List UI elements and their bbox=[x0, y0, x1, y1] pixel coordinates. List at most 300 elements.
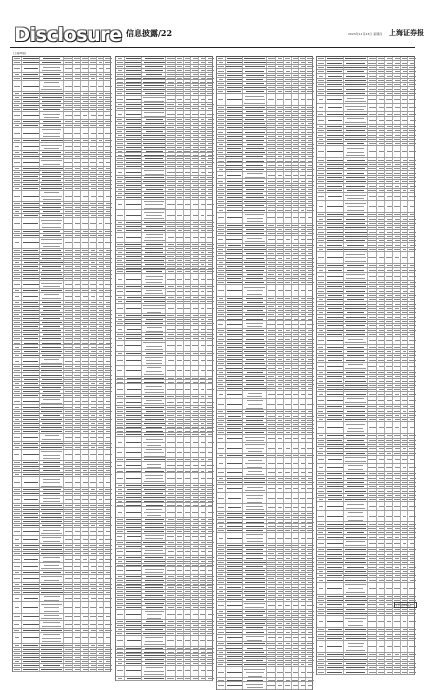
table-cell bbox=[13, 583, 21, 586]
table-cell bbox=[103, 504, 113, 507]
table-cell bbox=[103, 313, 113, 316]
table-cell bbox=[225, 208, 243, 211]
table-cell bbox=[116, 322, 124, 325]
table-column-2 bbox=[115, 52, 213, 681]
table-cell bbox=[141, 333, 166, 336]
table-cell bbox=[103, 73, 113, 76]
table-cell bbox=[242, 265, 266, 268]
table-cell bbox=[21, 595, 40, 602]
table-cell bbox=[13, 664, 21, 667]
table-cell bbox=[116, 422, 124, 425]
table-cell bbox=[124, 285, 143, 288]
table-cell bbox=[103, 175, 113, 178]
table-cell bbox=[305, 252, 315, 255]
table-cell bbox=[242, 61, 266, 64]
table-cell bbox=[205, 285, 215, 288]
table-cell bbox=[205, 138, 215, 141]
table-cell bbox=[21, 660, 40, 663]
table-cell bbox=[124, 677, 143, 680]
table-cell bbox=[13, 602, 21, 612]
table-cell bbox=[103, 124, 113, 127]
table-cell bbox=[225, 228, 243, 231]
table-cell bbox=[124, 142, 143, 145]
table-cell bbox=[103, 139, 113, 142]
table-cell bbox=[116, 300, 124, 303]
table-cell bbox=[141, 200, 166, 210]
table-cell bbox=[217, 261, 225, 264]
table-cell bbox=[124, 247, 143, 250]
table-cell bbox=[116, 57, 124, 60]
table-cell bbox=[116, 399, 124, 405]
table-cell bbox=[39, 648, 64, 651]
table-cell bbox=[205, 77, 215, 80]
table-cell bbox=[124, 522, 143, 525]
table-cell bbox=[124, 318, 143, 321]
table-cell bbox=[305, 204, 315, 207]
table-cell bbox=[305, 265, 315, 268]
table-cell bbox=[39, 614, 64, 621]
table-cell bbox=[21, 504, 40, 507]
table-cell bbox=[39, 422, 64, 425]
table-cell bbox=[103, 96, 113, 99]
table-cell bbox=[124, 229, 143, 232]
table-cell bbox=[21, 644, 40, 647]
table-cell bbox=[225, 110, 243, 113]
table-cell bbox=[13, 337, 21, 340]
table-cell bbox=[103, 309, 113, 312]
table-cell bbox=[141, 503, 166, 506]
table-cell bbox=[124, 496, 143, 499]
table-cell bbox=[116, 647, 124, 650]
table-cell bbox=[21, 317, 40, 320]
table-cell bbox=[13, 92, 21, 95]
table-cell bbox=[103, 548, 113, 551]
table-cell bbox=[141, 406, 166, 409]
table-cell bbox=[141, 496, 166, 499]
table-cell bbox=[39, 668, 64, 671]
table-cell bbox=[13, 512, 21, 515]
table-cell bbox=[305, 224, 315, 227]
table-cell bbox=[124, 530, 143, 533]
table-cell bbox=[21, 571, 40, 574]
table-cell bbox=[124, 594, 143, 597]
table-cell bbox=[13, 341, 21, 344]
table-cell bbox=[13, 151, 21, 154]
table-cell bbox=[103, 261, 113, 264]
table-cell bbox=[141, 632, 166, 635]
table-cell bbox=[217, 86, 225, 89]
table-cell bbox=[225, 126, 243, 129]
table-cell bbox=[116, 138, 124, 141]
table-cell bbox=[103, 575, 113, 582]
table-cell bbox=[124, 647, 143, 650]
table-cell bbox=[141, 84, 166, 87]
table-cell bbox=[217, 204, 225, 207]
table-cell bbox=[103, 206, 113, 209]
table-cell bbox=[205, 522, 215, 525]
table-cell bbox=[205, 549, 215, 555]
table-cell bbox=[103, 293, 113, 300]
table-cell bbox=[205, 414, 215, 417]
table-cell bbox=[21, 614, 40, 621]
table-cell bbox=[116, 333, 124, 336]
table-cell bbox=[13, 253, 21, 256]
table-row bbox=[13, 477, 110, 488]
table-cell bbox=[116, 61, 124, 64]
table-cell bbox=[242, 196, 266, 199]
table-cell bbox=[116, 462, 124, 468]
table-cell bbox=[141, 549, 166, 555]
table-cell bbox=[124, 500, 143, 503]
table-cell bbox=[103, 461, 113, 464]
table-cell bbox=[124, 632, 143, 635]
table-cell bbox=[116, 429, 124, 432]
table-cell bbox=[205, 541, 215, 544]
table-cell bbox=[205, 255, 215, 258]
table-cell bbox=[124, 122, 143, 125]
table-cell bbox=[13, 488, 21, 491]
table-cell bbox=[39, 218, 64, 228]
table-cell bbox=[116, 662, 124, 665]
table-cell bbox=[217, 269, 225, 272]
table-cell bbox=[205, 180, 215, 183]
table-cell bbox=[205, 200, 215, 210]
table-cell bbox=[242, 244, 266, 247]
table-cell bbox=[116, 666, 124, 676]
table-cell bbox=[305, 143, 315, 146]
table-row bbox=[13, 112, 110, 120]
table-cell bbox=[21, 520, 40, 523]
table-cell bbox=[217, 159, 225, 162]
table-cell bbox=[124, 620, 143, 623]
table-cell bbox=[13, 183, 21, 186]
table-cell bbox=[124, 448, 143, 458]
table-cell bbox=[13, 552, 21, 555]
table-cell bbox=[141, 65, 166, 68]
table-cell bbox=[21, 629, 40, 632]
table-row bbox=[13, 358, 110, 366]
table-cell bbox=[124, 575, 143, 578]
table-cell bbox=[242, 168, 266, 171]
table-cell bbox=[103, 492, 113, 495]
table-cell bbox=[205, 598, 215, 601]
table-cell bbox=[13, 230, 21, 233]
table-cell bbox=[205, 575, 215, 578]
table-cell bbox=[39, 329, 64, 332]
table-cell bbox=[21, 345, 40, 348]
table-cell bbox=[124, 462, 143, 468]
table-cell bbox=[141, 188, 166, 191]
table-cell bbox=[141, 602, 166, 605]
table-cell bbox=[205, 429, 215, 432]
table-cell bbox=[116, 492, 124, 495]
table-cell bbox=[116, 296, 124, 299]
table-cell bbox=[13, 477, 21, 487]
table-cell bbox=[141, 469, 166, 472]
table-cell bbox=[103, 234, 113, 237]
table-cell bbox=[21, 583, 40, 586]
table-cell bbox=[242, 78, 266, 81]
table-cell bbox=[205, 677, 215, 680]
table-cell bbox=[205, 433, 215, 436]
table-cell bbox=[13, 390, 21, 393]
table-cell bbox=[116, 184, 124, 187]
table-cell bbox=[205, 161, 215, 164]
table-cell bbox=[21, 461, 40, 464]
table-cell bbox=[124, 118, 143, 121]
table-cell bbox=[21, 473, 40, 476]
table-cell bbox=[141, 534, 166, 540]
table-row bbox=[116, 169, 212, 176]
table-cell bbox=[103, 477, 113, 487]
table-cell bbox=[217, 126, 225, 129]
table-cell bbox=[21, 350, 40, 353]
table-cell bbox=[21, 422, 40, 425]
table-cell bbox=[141, 560, 166, 563]
table-cell bbox=[103, 398, 113, 405]
table-cell bbox=[39, 337, 64, 340]
table-cell bbox=[13, 218, 21, 228]
table-cell bbox=[205, 259, 215, 262]
table-cell bbox=[103, 358, 113, 365]
table-cell bbox=[21, 528, 40, 535]
table-cell bbox=[21, 390, 40, 393]
table-cell bbox=[39, 293, 64, 300]
table-cell bbox=[205, 96, 215, 102]
table-cell bbox=[13, 648, 21, 651]
table-cell bbox=[242, 118, 266, 121]
table-cell bbox=[39, 112, 64, 119]
table-cell bbox=[305, 139, 315, 142]
table-cell bbox=[116, 126, 124, 129]
table-cell bbox=[141, 606, 166, 609]
table-cell bbox=[116, 65, 124, 68]
table-cell bbox=[103, 253, 113, 256]
table-cell bbox=[205, 122, 215, 125]
table-cell bbox=[103, 128, 113, 138]
table-cell bbox=[21, 65, 40, 72]
table-cell bbox=[205, 492, 215, 495]
table-cell bbox=[21, 382, 40, 385]
table-cell bbox=[39, 96, 64, 99]
table-cell bbox=[124, 458, 143, 461]
table-cell bbox=[103, 583, 113, 586]
table-cell bbox=[205, 300, 215, 303]
table-cell bbox=[13, 373, 21, 376]
table-cell bbox=[141, 221, 166, 224]
table-cell bbox=[141, 176, 166, 179]
table-cell bbox=[205, 654, 215, 657]
table-cell bbox=[242, 57, 266, 60]
table-cell bbox=[242, 236, 266, 243]
table-cell bbox=[124, 380, 143, 383]
table-cell bbox=[305, 200, 315, 203]
table-cell bbox=[124, 586, 143, 589]
table-cell bbox=[141, 341, 166, 351]
table-cell bbox=[225, 57, 243, 60]
table-cell bbox=[13, 528, 21, 535]
table-cell bbox=[205, 251, 215, 254]
table-cell bbox=[116, 259, 124, 262]
table-cell bbox=[39, 257, 64, 260]
table-cell bbox=[13, 100, 21, 103]
table-cell bbox=[205, 150, 215, 153]
table-cell bbox=[205, 500, 215, 503]
table-cell bbox=[124, 107, 143, 110]
table-cell bbox=[103, 155, 113, 158]
table-cell bbox=[141, 289, 166, 295]
table-cell bbox=[242, 65, 266, 68]
table-cell bbox=[205, 165, 215, 168]
table-cell bbox=[124, 111, 143, 117]
table-cell bbox=[242, 184, 266, 187]
table-cell bbox=[103, 151, 113, 154]
table-cell bbox=[21, 128, 40, 138]
table-cell bbox=[205, 366, 215, 376]
table-cell bbox=[225, 277, 243, 280]
table-cell bbox=[103, 273, 113, 276]
table-cell bbox=[39, 81, 64, 91]
table-cell bbox=[305, 213, 315, 223]
table-cell bbox=[141, 111, 166, 117]
table-cell bbox=[242, 188, 266, 191]
table-cell bbox=[116, 157, 124, 160]
table-cell bbox=[141, 610, 166, 620]
table-cell bbox=[205, 221, 215, 224]
table-cell bbox=[13, 450, 21, 460]
table-cell bbox=[13, 57, 21, 60]
table-cell bbox=[116, 285, 124, 288]
table-cell bbox=[242, 256, 266, 259]
table-cell bbox=[205, 567, 215, 573]
table-cell bbox=[39, 430, 64, 433]
table-cell bbox=[124, 534, 143, 540]
table-cell bbox=[141, 448, 166, 458]
table-cell bbox=[217, 208, 225, 211]
table-cell bbox=[116, 111, 124, 117]
table-cell bbox=[305, 269, 315, 272]
table-cell bbox=[21, 354, 40, 357]
table-row bbox=[116, 384, 212, 395]
table-cell bbox=[103, 512, 113, 515]
table-cell bbox=[21, 210, 40, 213]
section-title-text: 信息披露 bbox=[126, 28, 158, 38]
table-cell bbox=[305, 69, 315, 72]
table-cell bbox=[103, 668, 113, 671]
table-cell bbox=[103, 238, 113, 248]
table-cell bbox=[116, 366, 124, 376]
table-row bbox=[13, 563, 110, 571]
table-cell bbox=[13, 544, 21, 547]
table-cell bbox=[305, 155, 315, 158]
table-cell bbox=[116, 251, 124, 254]
table-cell bbox=[205, 620, 215, 623]
table-cell bbox=[39, 386, 64, 389]
table-cell bbox=[305, 179, 315, 182]
table-cell bbox=[21, 369, 40, 372]
table-row bbox=[116, 289, 212, 296]
table-cell bbox=[141, 73, 166, 76]
table-cell bbox=[217, 122, 225, 125]
table-cell bbox=[242, 139, 266, 142]
table-cell bbox=[13, 345, 21, 348]
table-cell bbox=[217, 163, 225, 166]
table-cell bbox=[225, 69, 243, 72]
table-cell bbox=[103, 442, 113, 445]
table-cell bbox=[124, 326, 143, 332]
table-cell bbox=[205, 352, 215, 355]
table-cell bbox=[116, 586, 124, 589]
table-cell bbox=[217, 114, 225, 117]
table-cell bbox=[205, 666, 215, 676]
table-cell bbox=[242, 94, 266, 104]
table-cell bbox=[242, 248, 266, 251]
table-column-3 bbox=[216, 52, 313, 690]
table-cell bbox=[124, 165, 143, 168]
table-cell bbox=[39, 469, 64, 472]
dateline: 2023年11月23日 星期四 bbox=[348, 32, 382, 36]
table-cell bbox=[225, 184, 243, 187]
table-cell bbox=[21, 155, 40, 158]
table-cell bbox=[116, 337, 124, 340]
table-cell bbox=[205, 65, 215, 68]
table-cell bbox=[205, 377, 215, 380]
table-cell bbox=[116, 274, 124, 284]
table-row bbox=[13, 450, 110, 461]
table-cell bbox=[205, 243, 215, 246]
table-row bbox=[13, 293, 110, 301]
table-cell bbox=[116, 658, 124, 661]
table-cell bbox=[242, 126, 266, 129]
table-cell bbox=[116, 469, 124, 472]
table-cell bbox=[39, 442, 64, 445]
table-cell bbox=[21, 446, 40, 449]
table-cell bbox=[39, 492, 64, 495]
table-cell bbox=[116, 304, 124, 314]
table-cell bbox=[205, 586, 215, 589]
table-cell bbox=[116, 134, 124, 137]
table-cell bbox=[103, 143, 113, 150]
table-cell bbox=[205, 473, 215, 483]
table-cell bbox=[217, 78, 225, 81]
table-cell bbox=[305, 168, 315, 171]
table-cell bbox=[39, 325, 64, 328]
table-cell bbox=[305, 256, 315, 259]
table-cell bbox=[116, 522, 124, 525]
table-cell bbox=[21, 273, 40, 276]
table-cell bbox=[13, 277, 21, 280]
table-cell bbox=[13, 139, 21, 142]
table-cell bbox=[141, 492, 166, 495]
table-cell bbox=[103, 563, 113, 570]
table-cell bbox=[116, 289, 124, 295]
table-cell bbox=[217, 135, 225, 138]
table-cell bbox=[13, 120, 21, 123]
table-cell bbox=[141, 564, 166, 567]
table-cell bbox=[141, 380, 166, 383]
table-cell bbox=[103, 317, 113, 320]
table-cell bbox=[141, 488, 166, 491]
table-cell bbox=[124, 169, 143, 175]
table-cell bbox=[116, 473, 124, 483]
table-cell bbox=[205, 92, 215, 95]
table-cell bbox=[13, 325, 21, 328]
table-cell bbox=[124, 406, 143, 409]
table-row bbox=[116, 473, 212, 484]
table-cell bbox=[103, 289, 113, 292]
table-cell bbox=[103, 325, 113, 328]
table-cell bbox=[116, 448, 124, 458]
